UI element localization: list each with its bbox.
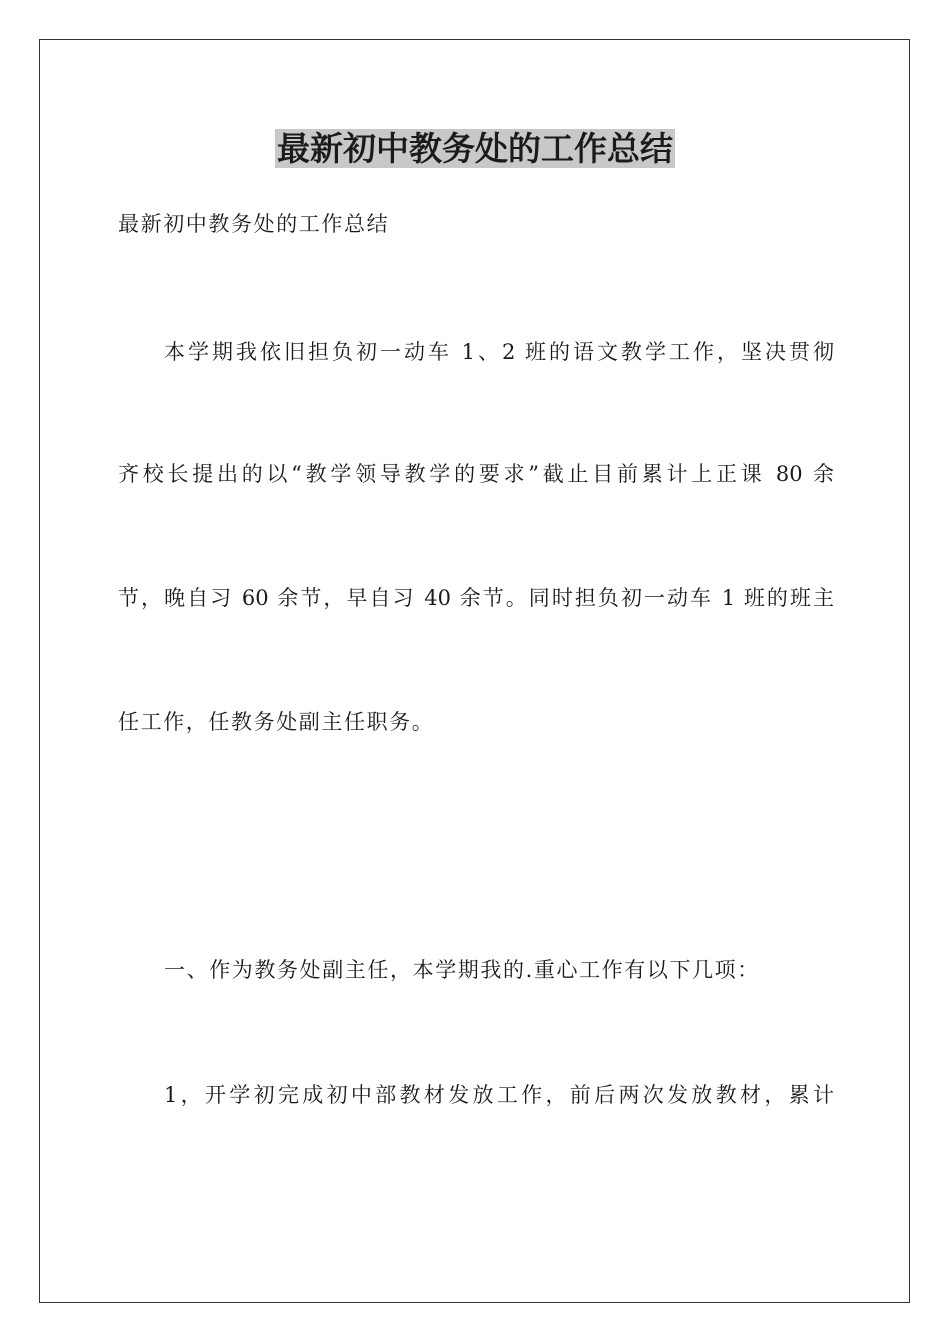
- item-1-line-1: 1，开学初完成初中部教材发放工作，前后两次发放教材，累计: [164, 1083, 834, 1107]
- section-1-heading: 一、作为教务处副主任，本学期我的.重心工作有以下几项：: [164, 958, 760, 982]
- paragraph-1-line-3: 节，晚自习 60 余节，早自习 40 余节。同时担负初一动车 1 班的班主: [118, 586, 834, 610]
- document-subtitle: 最新初中教务处的工作总结: [118, 212, 390, 236]
- paragraph-1-line-4: 任工作，任教务处副主任职务。: [118, 710, 435, 734]
- paragraph-1-line-2: 齐校长提出的以“教学领导教学的要求”截止目前累计上正课 80 余: [118, 462, 834, 486]
- document-title: [0, 128, 950, 170]
- document-title-text: 最新初中教务处的工作总结: [277, 129, 673, 168]
- paragraph-1-line-1: 本学期我依旧担负初一动车 1、2 班的语文教学工作，坚决贯彻: [164, 340, 834, 364]
